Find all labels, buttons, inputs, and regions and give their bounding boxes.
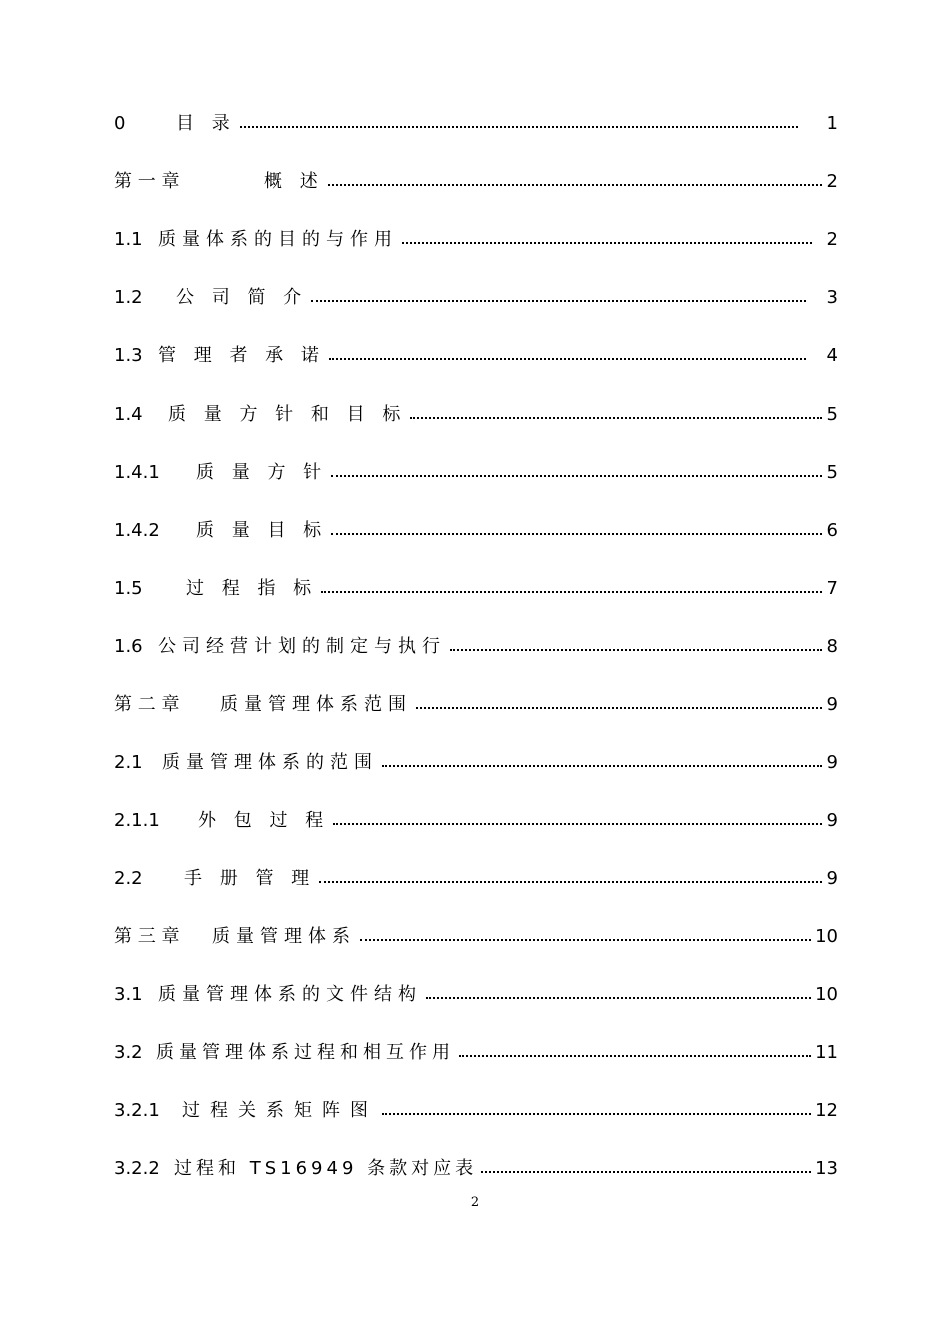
toc-entry-number: 第 一 章 bbox=[114, 171, 180, 192]
toc-dot-leader bbox=[402, 242, 812, 244]
toc-entry-title: 概 述 bbox=[264, 171, 324, 192]
toc-entry-13[interactable] bbox=[114, 860, 838, 890]
toc-entry-number: 第 二 章 bbox=[114, 694, 180, 715]
toc-entry-page: 1 bbox=[826, 113, 838, 134]
toc-dot-leader bbox=[319, 881, 822, 883]
toc-entry-number: 3.2.2 bbox=[114, 1158, 160, 1179]
toc-entry-number: 1.4.2 bbox=[114, 520, 160, 541]
toc-entry-0[interactable] bbox=[114, 105, 838, 135]
toc-entry-title: 过 程 指 标 bbox=[186, 578, 318, 599]
toc-entry-12[interactable] bbox=[114, 802, 838, 832]
toc-entry-18[interactable] bbox=[114, 1150, 838, 1180]
toc-entry-title: 质量管理体系 bbox=[212, 926, 356, 947]
toc-entry-title: 手 册 管 理 bbox=[184, 868, 316, 889]
toc-dot-leader bbox=[382, 1113, 811, 1115]
toc-entry-title: 过程关系矩阵图 bbox=[182, 1100, 378, 1121]
toc-entry-page: 11 bbox=[815, 1042, 838, 1063]
toc-dot-leader bbox=[321, 591, 822, 593]
toc-entry-number: 1.4 bbox=[114, 404, 143, 425]
toc-entry-17[interactable] bbox=[114, 1092, 838, 1122]
toc-entry-page: 9 bbox=[826, 694, 838, 715]
toc-entry-page: 10 bbox=[815, 984, 838, 1005]
toc-entry-6[interactable] bbox=[114, 454, 838, 484]
toc-entry-8[interactable] bbox=[114, 570, 838, 600]
toc-dot-leader bbox=[240, 126, 798, 128]
toc-entry-page: 9 bbox=[826, 752, 838, 773]
toc-entry-number: 第 三 章 bbox=[114, 926, 180, 947]
toc-dot-leader bbox=[459, 1055, 811, 1057]
toc-entry-number: 0 bbox=[114, 113, 126, 134]
toc-entry-2[interactable] bbox=[114, 221, 838, 251]
toc-entry-number: 3.1 bbox=[114, 984, 143, 1005]
toc-entry-title: 质 量 方 针 和 目 标 bbox=[168, 404, 407, 425]
toc-entry-title: 管 理 者 承 诺 bbox=[158, 345, 325, 366]
toc-entry-title: 过程和 TS16949 条款对应表 bbox=[174, 1158, 478, 1179]
toc-entry-number: 1.2 bbox=[114, 287, 143, 308]
toc-dot-leader bbox=[360, 939, 811, 941]
toc-entry-number: 3.2 bbox=[114, 1042, 143, 1063]
toc-entry-page: 2 bbox=[826, 229, 838, 250]
toc-dot-leader bbox=[331, 475, 822, 477]
toc-entry-title: 公 司 简 介 bbox=[176, 287, 308, 308]
toc-entry-9[interactable] bbox=[114, 628, 838, 658]
table-of-contents bbox=[114, 0, 838, 1200]
toc-entry-title: 目 录 bbox=[176, 113, 236, 134]
toc-entry-page: 9 bbox=[826, 868, 838, 889]
toc-entry-page: 4 bbox=[826, 345, 838, 366]
toc-entry-10[interactable] bbox=[114, 686, 838, 716]
toc-entry-16[interactable] bbox=[114, 1034, 838, 1064]
toc-entry-page: 10 bbox=[815, 926, 838, 947]
toc-entry-page: 7 bbox=[826, 578, 838, 599]
toc-entry-number: 1.1 bbox=[114, 229, 143, 250]
toc-entry-1[interactable] bbox=[114, 163, 838, 193]
toc-entry-14[interactable] bbox=[114, 918, 838, 948]
toc-entry-page: 13 bbox=[815, 1158, 838, 1179]
toc-entry-title: 质 量 目 标 bbox=[196, 520, 328, 541]
toc-entry-5[interactable] bbox=[114, 396, 838, 426]
toc-entry-title: 质量管理体系的范围 bbox=[162, 752, 378, 773]
toc-dot-leader bbox=[410, 417, 822, 419]
toc-dot-leader bbox=[329, 358, 806, 360]
toc-entry-number: 2.1.1 bbox=[114, 810, 160, 831]
page-number: 2 bbox=[470, 1195, 480, 1210]
toc-entry-title: 质 量 方 针 bbox=[196, 462, 328, 483]
toc-entry-page: 12 bbox=[815, 1100, 838, 1121]
toc-dot-leader bbox=[450, 649, 822, 651]
toc-entry-4[interactable] bbox=[114, 337, 838, 367]
toc-entry-number: 1.5 bbox=[114, 578, 143, 599]
toc-entry-page: 9 bbox=[826, 810, 838, 831]
toc-entry-3[interactable] bbox=[114, 279, 838, 309]
toc-entry-title: 质量体系的目的与作用 bbox=[158, 229, 398, 250]
toc-entry-title: 公司经营计划的制定与执行 bbox=[158, 636, 446, 657]
toc-entry-page: 2 bbox=[826, 171, 838, 192]
toc-entry-title: 质量管理体系的文件结构 bbox=[158, 984, 422, 1005]
toc-entry-page: 6 bbox=[826, 520, 838, 541]
toc-entry-11[interactable] bbox=[114, 744, 838, 774]
toc-dot-leader bbox=[481, 1171, 811, 1173]
toc-entry-15[interactable] bbox=[114, 976, 838, 1006]
toc-dot-leader bbox=[416, 707, 822, 709]
toc-entry-page: 5 bbox=[826, 462, 838, 483]
toc-dot-leader bbox=[328, 184, 822, 186]
toc-entry-number: 2.2 bbox=[114, 868, 143, 889]
toc-entry-7[interactable] bbox=[114, 512, 838, 542]
toc-entry-number: 1.6 bbox=[114, 636, 143, 657]
toc-entry-page: 8 bbox=[826, 636, 838, 657]
toc-entry-number: 2.1 bbox=[114, 752, 143, 773]
toc-entry-title: 外 包 过 程 bbox=[198, 810, 330, 831]
toc-entry-title: 质量管理体系过程和相互作用 bbox=[156, 1042, 455, 1063]
toc-dot-leader bbox=[426, 997, 811, 999]
toc-entry-number: 3.2.1 bbox=[114, 1100, 160, 1121]
toc-dot-leader bbox=[382, 765, 822, 767]
toc-entry-number: 1.3 bbox=[114, 345, 143, 366]
toc-dot-leader bbox=[333, 823, 822, 825]
toc-entry-number: 1.4.1 bbox=[114, 462, 160, 483]
toc-entry-page: 5 bbox=[826, 404, 838, 425]
toc-dot-leader bbox=[311, 300, 806, 302]
toc-entry-page: 3 bbox=[826, 287, 838, 308]
toc-entry-title: 质量管理体系范围 bbox=[220, 694, 412, 715]
toc-dot-leader bbox=[331, 533, 822, 535]
